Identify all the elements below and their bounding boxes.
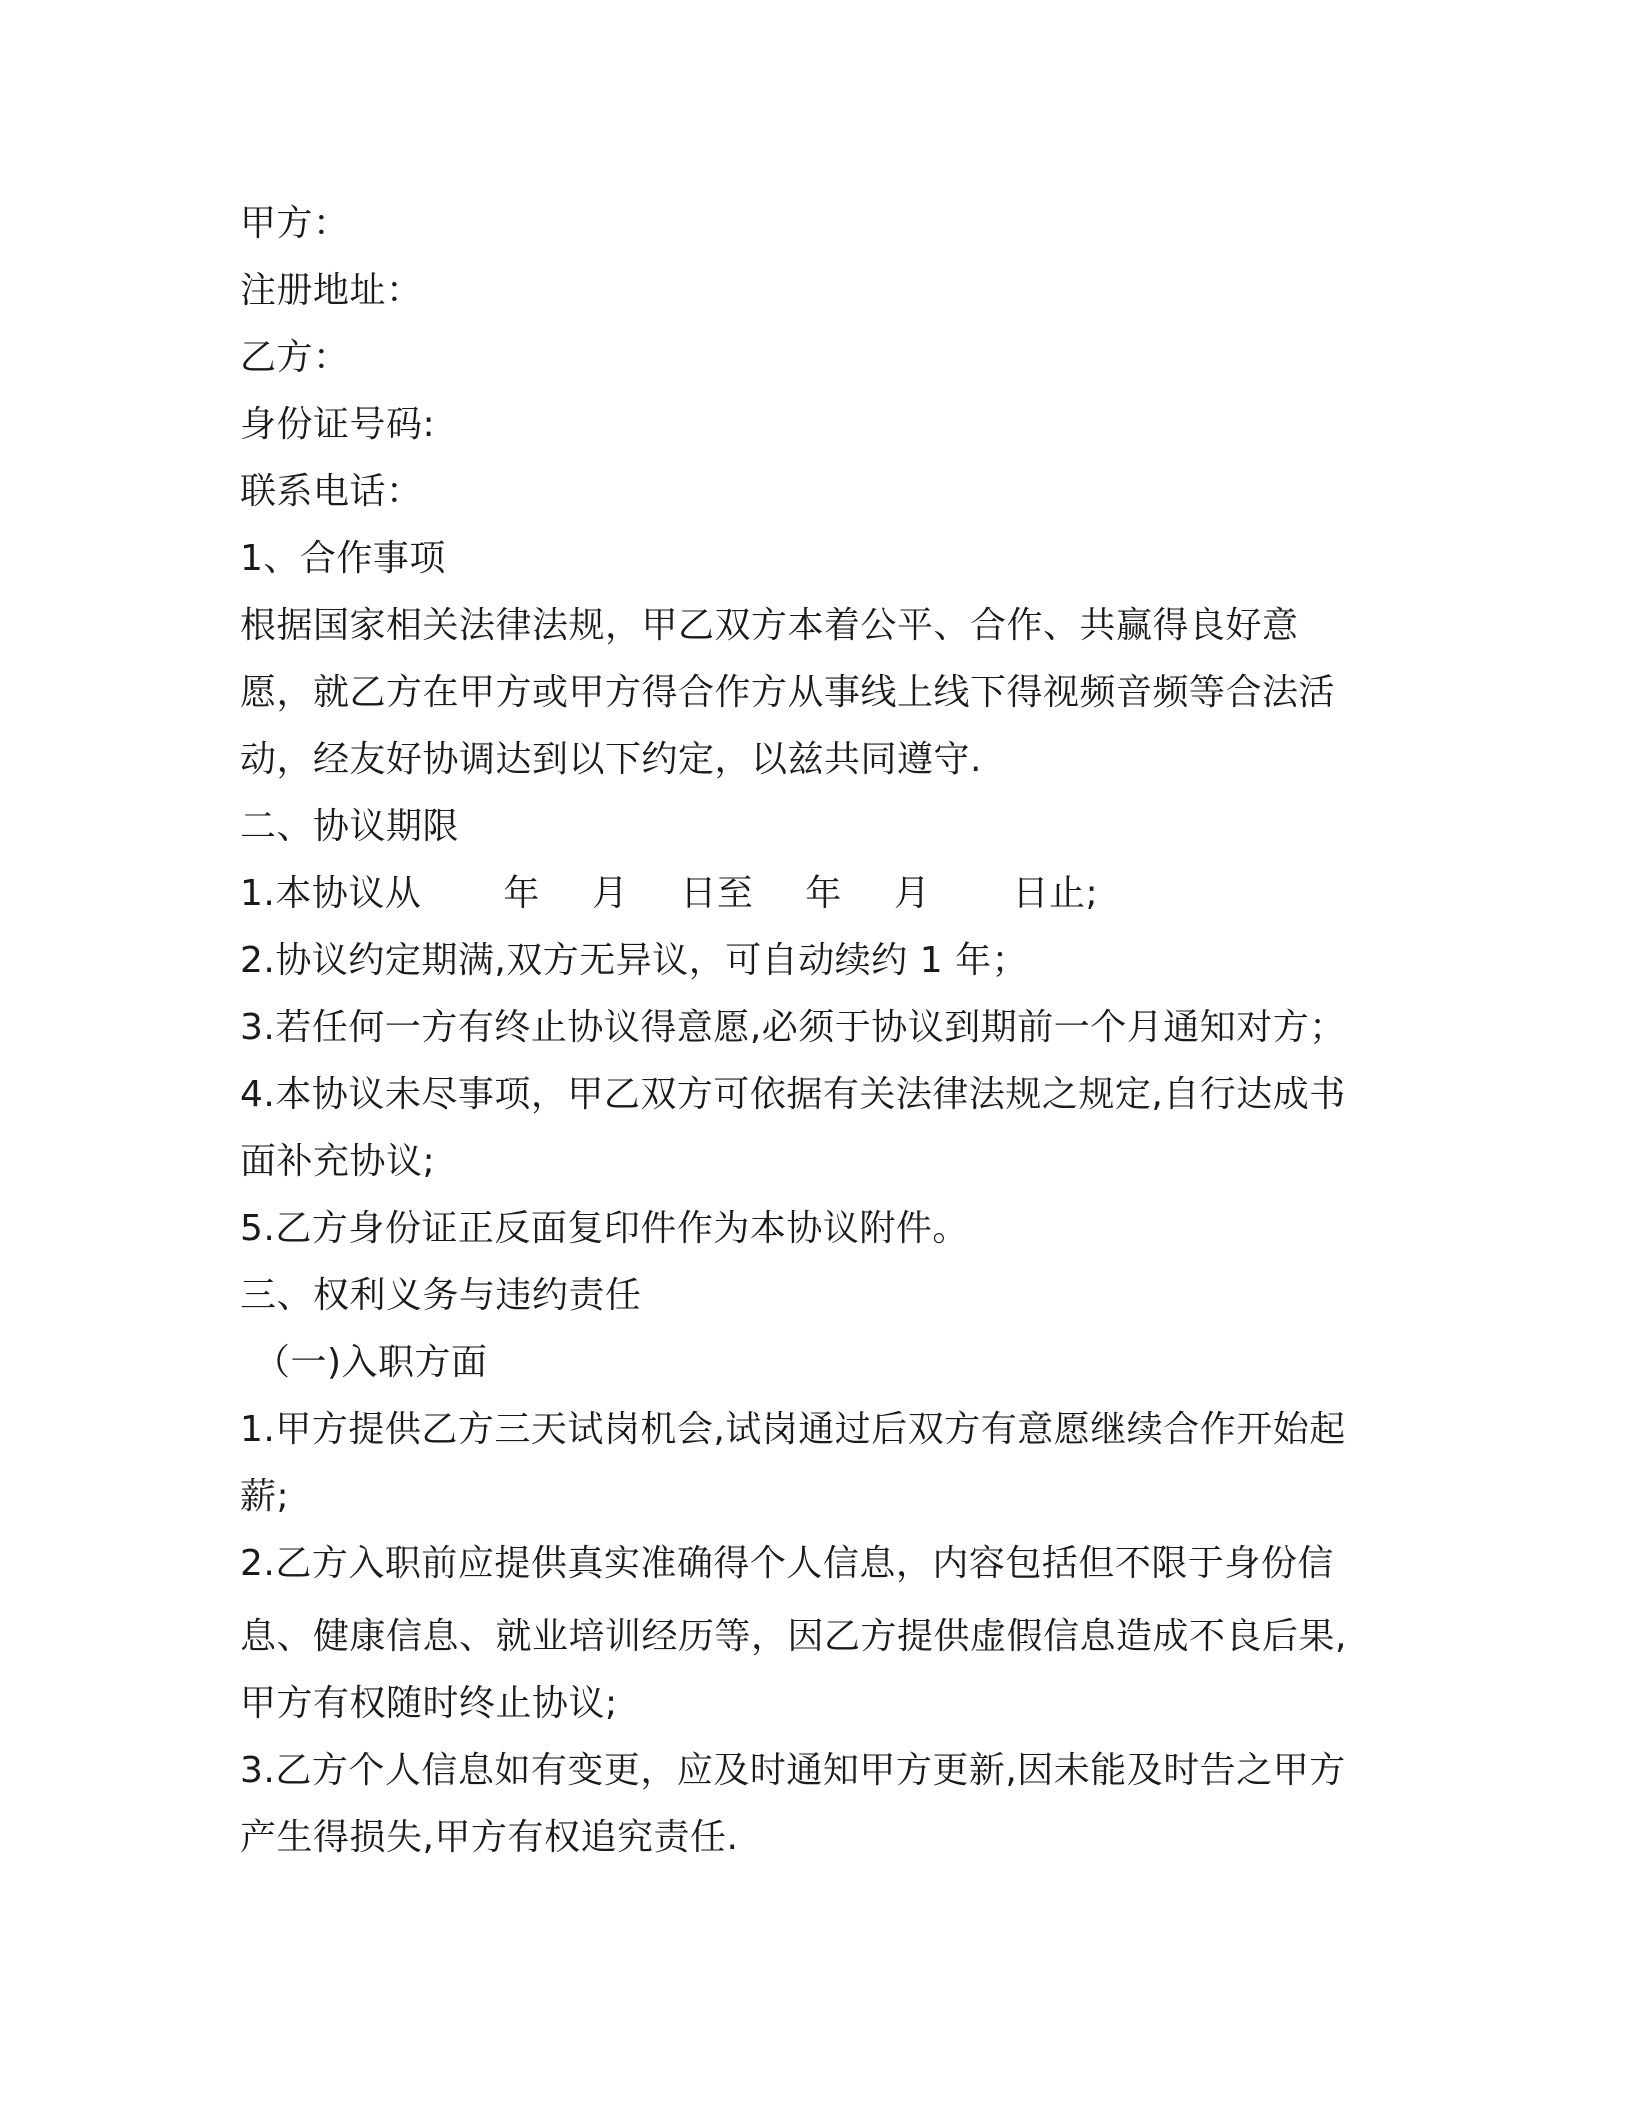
id-number-label: 身份证号码: bbox=[240, 404, 436, 445]
duty-item-2-line: 甲方有权随时终止协议; bbox=[240, 1683, 618, 1724]
duty-item-2-line: 息、健康信息、就业培训经历等，因乙方提供虚假信息造成不良后果, bbox=[240, 1616, 1347, 1657]
term-day-end: 日止; bbox=[1012, 873, 1099, 914]
duty-item-3-line: 3.乙方个人信息如有变更，应及时通知甲方更新,因未能及时告之甲方 bbox=[240, 1750, 1346, 1791]
term-item-4-line: 面补充协议; bbox=[240, 1141, 436, 1182]
term-month-1: 月 bbox=[591, 873, 629, 914]
term-day-to: 日至 bbox=[680, 873, 754, 914]
agreement-body bbox=[240, 190, 1400, 1871]
term-item-2: 2.协议约定期满,双方无异议，可自动续约 1 年； bbox=[240, 940, 1029, 981]
section1-para-line: 动，经友好协调达到以下约定，以兹共同遵守. bbox=[240, 739, 982, 780]
duty-item-2-line: 2.乙方入职前应提供真实准确得个人信息，内容包括但不限于身份信 bbox=[240, 1543, 1334, 1584]
duty-item-1-line: 1.甲方提供乙方三天试岗机会,试岗通过后双方有意愿继续合作开始起 bbox=[240, 1409, 1346, 1450]
registered-address-label: 注册地址： bbox=[240, 270, 423, 311]
term-item-3: 3.若任何一方有终止协议得意愿,必须于协议到期前一个月通知对方； bbox=[240, 1007, 1346, 1048]
section1-para-line: 愿，就乙方在甲方或甲方得合作方从事线上线下得视频音频等合法活 bbox=[240, 672, 1336, 713]
party-a-label: 甲方： bbox=[240, 203, 350, 244]
section1-heading: 1、合作事项 bbox=[240, 538, 446, 579]
section3-heading: 三、权利义务与违约责任 bbox=[240, 1275, 642, 1316]
phone-label: 联系电话： bbox=[240, 471, 423, 512]
section1-para-line: 根据国家相关法律法规，甲乙双方本着公平、合作、共赢得良好意 bbox=[240, 605, 1299, 646]
term-item-4-line: 4.本协议未尽事项，甲乙双方可依据有关法律法规之规定,自行达成书 bbox=[240, 1074, 1346, 1115]
subsection1-heading: （一)入职方面 bbox=[254, 1342, 488, 1383]
term-item-1 bbox=[240, 860, 1400, 927]
term-item-5: 5.乙方身份证正反面复印件作为本协议附件。 bbox=[240, 1208, 969, 1249]
term-year-1: 年 bbox=[503, 873, 540, 914]
term-start: 1.本协议从 bbox=[240, 873, 422, 914]
duty-item-3-line: 产生得损失,甲方有权追究责任. bbox=[240, 1817, 739, 1858]
party-b-label: 乙方： bbox=[240, 337, 350, 378]
duty-item-1-line: 薪; bbox=[240, 1476, 290, 1517]
term-month-2: 月 bbox=[893, 873, 931, 914]
term-year-2: 年 bbox=[805, 873, 842, 914]
section2-heading: 二、协议期限 bbox=[240, 806, 460, 847]
